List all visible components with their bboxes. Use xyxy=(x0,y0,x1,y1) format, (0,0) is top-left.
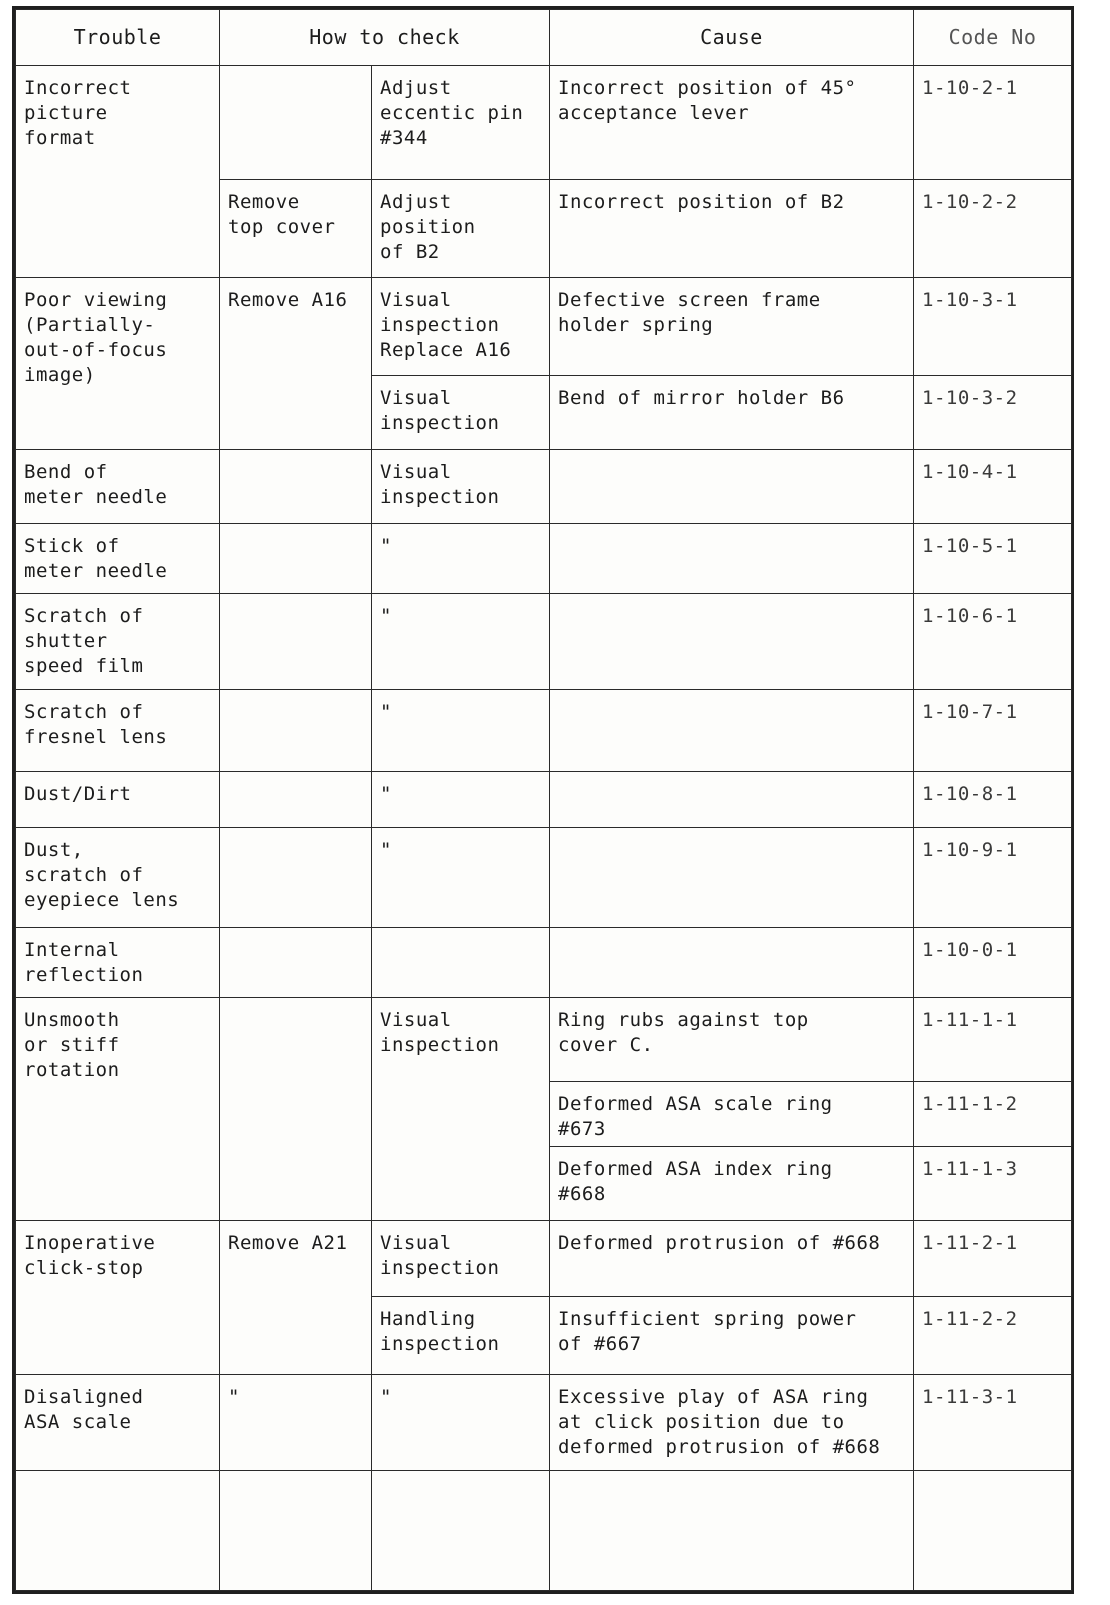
troubleshooting-sheet xyxy=(12,6,1074,1594)
step-cell xyxy=(220,594,372,690)
code-cell: 1-11-1-3 xyxy=(914,1147,1072,1221)
troubleshooting-table xyxy=(15,9,1072,1591)
check-cell: " xyxy=(372,828,550,928)
check-cell xyxy=(372,928,550,998)
code-cell: 1-10-9-1 xyxy=(914,828,1072,928)
cause-cell: Insufficient spring power of #667 xyxy=(550,1297,914,1375)
code-cell: 1-10-7-1 xyxy=(914,690,1072,772)
code-cell: 1-10-3-1 xyxy=(914,278,1072,376)
step-cell xyxy=(220,450,372,524)
check-cell: " xyxy=(372,1375,550,1471)
header-row xyxy=(16,10,1072,66)
cause-cell: Deformed protrusion of #668 xyxy=(550,1221,914,1297)
header-trouble: Trouble xyxy=(16,10,220,66)
cause-cell: Deformed ASA scale ring #673 xyxy=(550,1082,914,1147)
table-row xyxy=(16,1221,1072,1297)
code-cell: 1-10-3-2 xyxy=(914,376,1072,450)
cause-cell xyxy=(550,524,914,594)
header-code-no: Code No xyxy=(914,10,1072,66)
table-row xyxy=(16,594,1072,690)
table-row xyxy=(16,928,1072,998)
table-row-empty xyxy=(16,1471,1072,1591)
table-row xyxy=(16,278,1072,376)
cause-cell xyxy=(550,450,914,524)
cause-cell xyxy=(550,690,914,772)
table-row xyxy=(16,66,1072,180)
step-cell xyxy=(220,998,372,1221)
header-cause: Cause xyxy=(550,10,914,66)
code-cell: 1-10-2-2 xyxy=(914,180,1072,278)
trouble-cell: Internal reflection xyxy=(16,928,220,998)
trouble-cell: Disaligned ASA scale xyxy=(16,1375,220,1471)
code-cell: 1-10-4-1 xyxy=(914,450,1072,524)
step-cell xyxy=(220,690,372,772)
cause-cell xyxy=(550,594,914,690)
check-cell: Visual inspection xyxy=(372,998,550,1221)
check-cell: Visual inspection xyxy=(372,1221,550,1297)
trouble-cell: Dust/Dirt xyxy=(16,772,220,828)
check-cell: " xyxy=(372,524,550,594)
step-cell: " xyxy=(220,1375,372,1471)
trouble-cell: Bend of meter needle xyxy=(16,450,220,524)
cause-cell: Bend of mirror holder B6 xyxy=(550,376,914,450)
table-row xyxy=(16,998,1072,1082)
check-cell: Visual inspection xyxy=(372,376,550,450)
table-row xyxy=(16,690,1072,772)
code-cell: 1-11-2-1 xyxy=(914,1221,1072,1297)
code-cell xyxy=(914,1471,1072,1591)
trouble-cell: Incorrect picture format xyxy=(16,66,220,278)
cause-cell: Ring rubs against top cover C. xyxy=(550,998,914,1082)
cause-cell: Deformed ASA index ring #668 xyxy=(550,1147,914,1221)
step-cell xyxy=(220,66,372,180)
check-cell: Adjust eccentic pin #344 xyxy=(372,66,550,180)
cause-cell xyxy=(550,1471,914,1591)
cause-cell xyxy=(550,772,914,828)
cause-cell xyxy=(550,828,914,928)
trouble-cell: Scratch of fresnel lens xyxy=(16,690,220,772)
trouble-cell: Inoperative click-stop xyxy=(16,1221,220,1375)
code-cell: 1-10-0-1 xyxy=(914,928,1072,998)
check-cell: " xyxy=(372,772,550,828)
code-cell: 1-11-1-2 xyxy=(914,1082,1072,1147)
trouble-cell: Stick of meter needle xyxy=(16,524,220,594)
code-cell: 1-10-2-1 xyxy=(914,66,1072,180)
step-cell xyxy=(220,772,372,828)
table-row xyxy=(16,1375,1072,1471)
step-cell xyxy=(220,524,372,594)
check-cell: " xyxy=(372,594,550,690)
table-row xyxy=(16,450,1072,524)
step-cell xyxy=(220,928,372,998)
cause-cell: Defective screen frame holder spring xyxy=(550,278,914,376)
check-cell: Visual inspection Replace A16 xyxy=(372,278,550,376)
table-row xyxy=(16,828,1072,928)
cause-cell: Excessive play of ASA ring at click position due to deformed protrusion of #668 xyxy=(550,1375,914,1471)
code-cell: 1-11-1-1 xyxy=(914,998,1072,1082)
code-cell: 1-10-5-1 xyxy=(914,524,1072,594)
header-how-to-check: How to check xyxy=(220,10,550,66)
step-cell xyxy=(220,828,372,928)
trouble-cell: Dust, scratch of eyepiece lens xyxy=(16,828,220,928)
code-cell: 1-11-2-2 xyxy=(914,1297,1072,1375)
code-cell: 1-10-6-1 xyxy=(914,594,1072,690)
code-cell: 1-11-3-1 xyxy=(914,1375,1072,1471)
trouble-cell: Poor viewing (Partially- out-of-focus image) xyxy=(16,278,220,450)
cause-cell: Incorrect position of B2 xyxy=(550,180,914,278)
step-cell: Remove top cover xyxy=(220,180,372,278)
step-cell: Remove A16 xyxy=(220,278,372,450)
check-cell: Adjust position of B2 xyxy=(372,180,550,278)
trouble-cell xyxy=(16,1471,220,1591)
step-cell: Remove A21 xyxy=(220,1221,372,1375)
step-cell xyxy=(220,1471,372,1591)
check-cell: Handling inspection xyxy=(372,1297,550,1375)
check-cell: " xyxy=(372,690,550,772)
trouble-cell: Scratch of shutter speed film xyxy=(16,594,220,690)
code-cell: 1-10-8-1 xyxy=(914,772,1072,828)
check-cell xyxy=(372,1471,550,1591)
cause-cell xyxy=(550,928,914,998)
table-row xyxy=(16,772,1072,828)
trouble-cell: Unsmooth or stiff rotation xyxy=(16,998,220,1221)
check-cell: Visual inspection xyxy=(372,450,550,524)
cause-cell: Incorrect position of 45° acceptance lever xyxy=(550,66,914,180)
table-row xyxy=(16,524,1072,594)
